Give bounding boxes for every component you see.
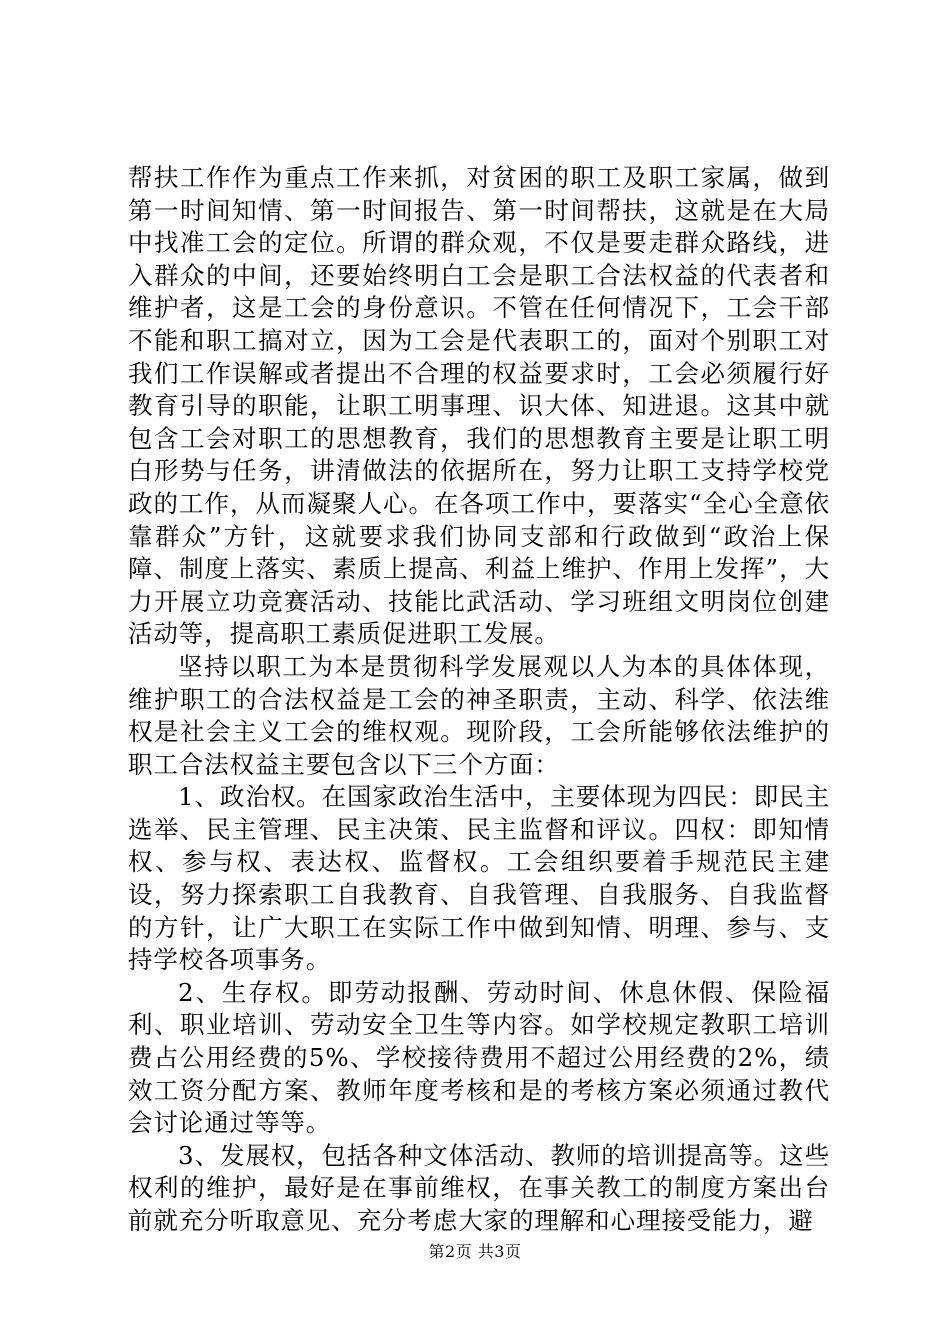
paragraph-survival-rights: 2、生存权。即劳动报酬、劳动时间、休息休假、保险福利、职业培训、劳动安全卫生等内容。如学校规定教职工培训费占公用经费的5%、学校接待费用不超过公用经费的2%，绩效工资分配方案、教师年度考核和是的考核方案必须通过教代会讨论通过等等。 xyxy=(128,977,830,1138)
paragraph-political-rights: 1、政治权。在国家政治生活中，主要体现为四民：即民主选举、民主管理、民主决策、民主监督和评议。四权：即知情权、参与权、表达权、监督权。工会组织要着手规范民主建设，努力探索职工自我教育、自我管理、自我服务、自我监督的方针，让广大职工在实际工作中做到知情、明理、参与、支持学校各项事务。 xyxy=(128,782,830,975)
paragraph-development-rights: 3、发展权，包括各种文体活动、教师的培训提高等。这些权利的维护，最好是在事前维权，在事关教工的制度方案出台前就充分听取意见、充分考虑大家的理解和心理接受能力，避 xyxy=(128,1140,830,1235)
document-body xyxy=(128,162,830,1238)
paragraph-continuation: 帮扶工作作为重点工作来抓，对贫困的职工及职工家属，做到第一时间知情、第一时间报告、第一时间帮扶，这就是在大局中找准工会的定位。所谓的群众观，不仅是要走群众路线，进入群众的中间，还要始终明白工会是职工合法权益的代表者和维护者，这是工会的身份意识。不管在任何情况下，工会干部不能和职工搞对立，因为工会是代表职工的，面对个别职工对我们工作误解或者提出不合理的权益要求时，工会必须履行好教育引导的职能，让职工明事理、识大体、知进退。这其中就包含工会对职工的思想教育，我们的思想教育主要是让职工明白形势与任务，讲清做法的依据所在，努力让职工支持学校党政的工作，从而凝聚人心。在各项工作中，要落实“全心全意依靠群众”方针，这就要求我们协同支部和行政做到“政治上保障、制度上落实、素质上提高、利益上维护、作用上发挥”，大力开展立功竞赛活动、技能比武活动、学习班组文明岗位创建活动等，提高职工素质促进职工发展。 xyxy=(128,163,830,649)
paragraph-worker-rights-intro: 坚持以职工为本是贯彻科学发展观以人为本的具体体现，维护职工的合法权益是工会的神圣职责，主动、科学、依法维权是社会主义工会的维权观。现阶段，工会所能够依法维护的职工合法权益主要包含以下三个方面： xyxy=(128,651,830,779)
page-footer: 第2页 共3页 xyxy=(428,1242,522,1261)
